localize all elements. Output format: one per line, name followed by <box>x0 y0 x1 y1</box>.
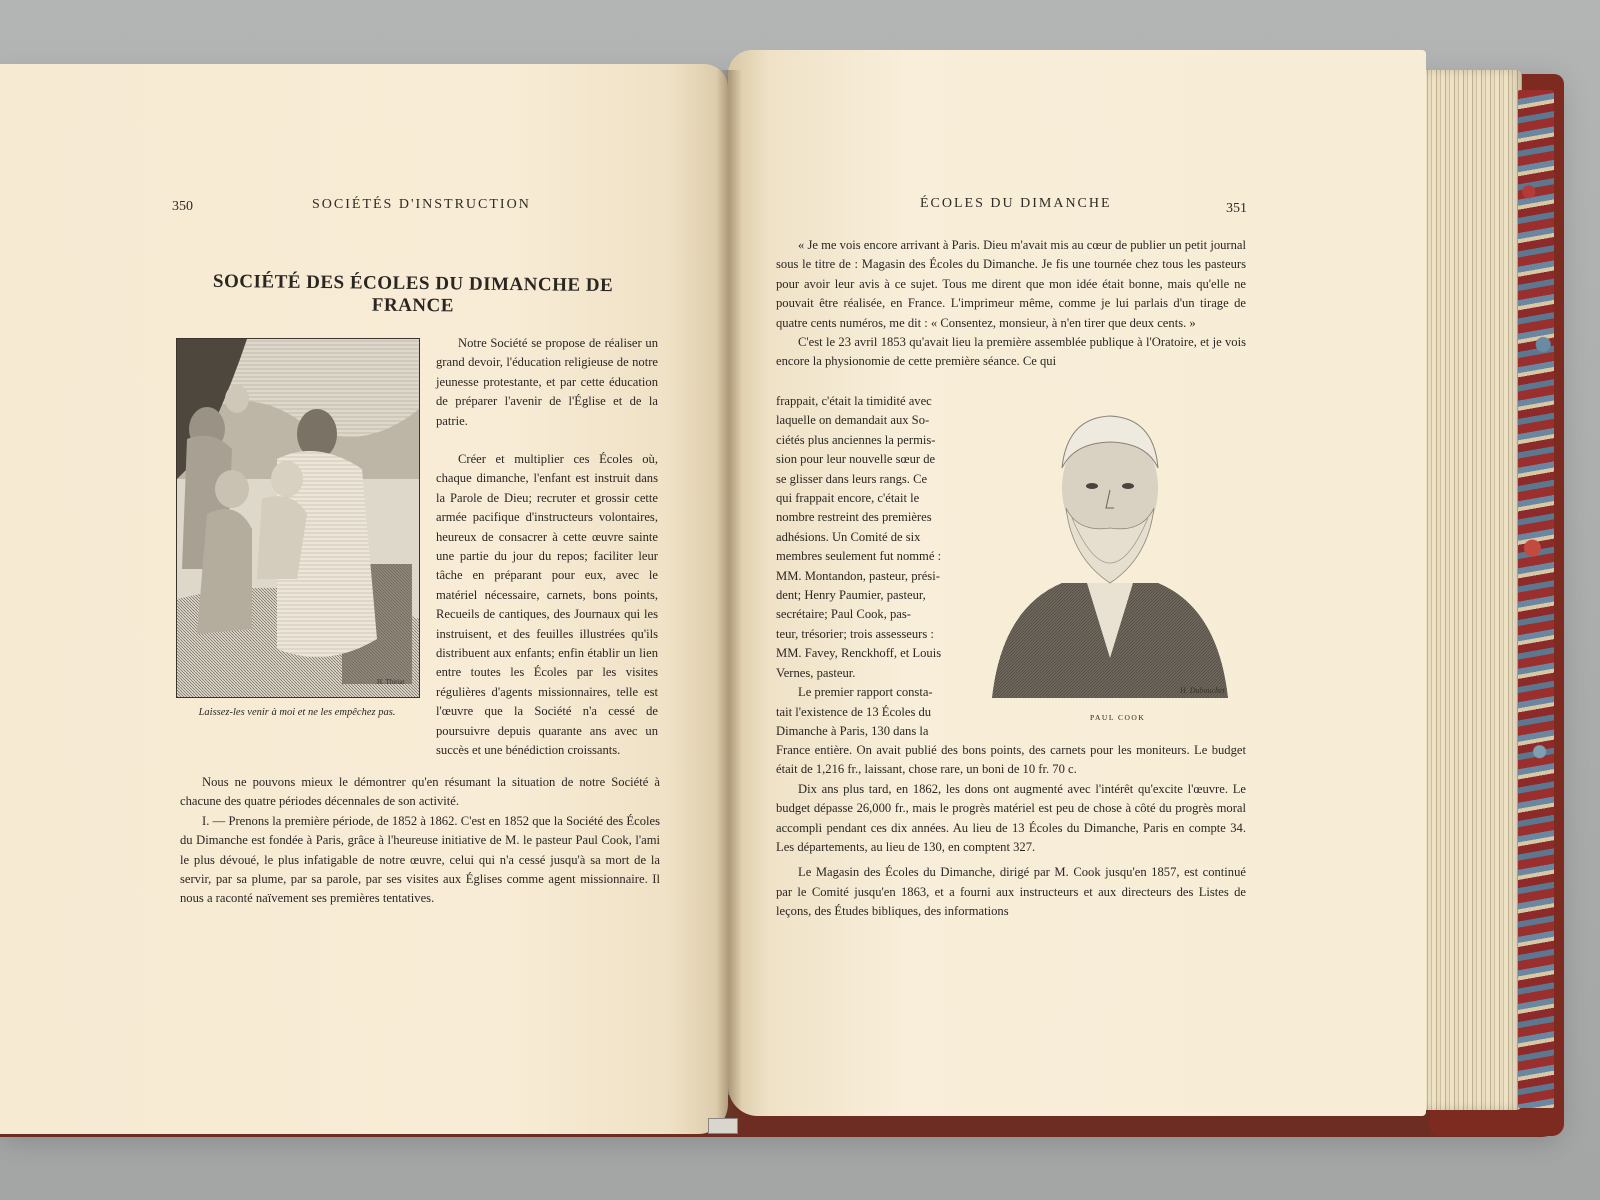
column-line: membres seulement fut nommé : <box>776 549 942 564</box>
paragraph-continuation <box>180 734 660 773</box>
paragraph: « Je me vois encore arrivant à Paris. Dieu m'avait mis au cœur de publier un petit journal sous le titre de : Magasin des Écoles du Dimanche. Je fis une tournée chez tous les pasteurs pour avoir leur avis à ce sujet. Tous me dirent que mon idée était bonne, mais qu'elle ne pouvait être réalisée, en France. L'imprimeur même, comme je lui parlais d'un tirage de quatre cents numéros, me dit : « Consentez, monsieur, à n'en tirer que deux cents. » <box>776 238 1246 330</box>
paragraph: Notre Société se propose de réaliser un grand devoir, l'éducation religieuse de notre jeunesse protestante, et par cette éducation de préparer l'avenir de l'Église et de la patrie. <box>436 336 658 428</box>
gutter-shadow <box>716 70 742 1120</box>
left-running-head: SOCIÉTÉS D'INSTRUCTION <box>312 197 531 212</box>
left-text-column-2 <box>436 450 658 758</box>
column-line: Vernes, pasteur. <box>776 665 856 680</box>
paragraph: I. — Prenons la première période, de 1852 à 1862. C'est en 1852 que la Société des Écoles du Dimanche est fondée à Paris, grâce à l'heureuse initiative de M. le pasteur Paul Cook, l'ami le plus dévoué, le plus infatigable de notre œuvre, celui qui n'a cessé jusqu'à sa mort de la servir, par sa plume, par sa parole, par ses visites aux Églises comme agent missionnaire. Il nous a raconté naïvement ses premières tentatives. <box>180 813 660 906</box>
column-line: ciétés plus anciennes la permis- <box>776 432 936 447</box>
illustration-caption: Laissez-les venir à moi et ne les empêchez pas. <box>198 707 396 718</box>
paragraph: France entière. On avait publié des bons points, des carnets pour les moniteurs. Le budget était de 1,216 fr., laissant, chose rare, un boni de 10 fr. 70 c. <box>776 743 1246 777</box>
jesus-children-engraving <box>176 338 420 698</box>
paragraph: Le Magasin des Écoles du Dimanche, dirigé par M. Cook jusqu'en 1857, est continué par le Comité jusqu'en 1863, et a fourni aux instructeurs et aux directeurs des Listes de leçons, des Études bibliques, des informations <box>776 865 1246 919</box>
right-running-head: ÉCOLES DU DIMANCHE <box>920 196 1112 211</box>
column-line: MM. Favey, Renckhoff, et Louis <box>776 646 942 661</box>
paragraph: Dix ans plus tard, en 1862, les dons ont augmenté avec l'intérêt qu'excite l'œuvre. Le budget dépasse 26,000 fr., mais le progrès matériel est peu de chose à côté du progrès moral accompli pendant ces dix années. Au lieu de 13 Écoles du Dimanche, Paris en compte 34. Les départements, au lieu de 130, en comptent 327. <box>776 781 1246 855</box>
column-line: adhésions. Un Comité de six <box>776 529 921 544</box>
right-narrow-column <box>776 392 968 741</box>
marbled-edge <box>1518 90 1554 1108</box>
portrait-image <box>982 408 1238 708</box>
ribbon-bookmark <box>708 1118 738 1134</box>
portrait-caption: PAUL COOK <box>1090 713 1146 722</box>
left-text-column <box>436 334 658 431</box>
column-line: teur, trésorier; trois assesseurs : <box>776 626 934 641</box>
paul-cook-portrait <box>982 408 1238 708</box>
engraving-signature: H. Thiriat <box>377 678 405 686</box>
column-line: laquelle on demandait aux So- <box>776 413 930 428</box>
left-text-body <box>180 734 660 909</box>
column-line: dent; Henry Paumier, pasteur, <box>776 588 926 603</box>
left-page-number: 350 <box>172 199 193 214</box>
column-line: qui frappait encore, c'était le <box>776 491 920 506</box>
column-line: nombre restreint des premières <box>776 510 932 525</box>
right-text-bottom <box>776 741 1246 922</box>
right-text-top <box>776 236 1246 372</box>
paragraph: Créer et multiplier ces Écoles où, chaque dimanche, l'enfant est instruit dans la Parole de Dieu; recruter et grossir cette armée pacifique d'instructeurs volontaires, heureux de consacrer à cette œuvre sainte une partie du jour du repos; faciliter leur tâche en préparant pour eux, avec le matériel nécessaire, carnets, bons points, Recueils de cantiques, des Journaux qui les instruisent, et des feuilles illustrées qu'ils distribuent aux enfants; enfin établir un lien entre toutes les Écoles par les visites régulières d'agents missionnaires, telle est l'œuvre que la Société n'a cessé de poursuivre depuis quarante ans avec un succès et une bénédiction croissants. <box>436 452 658 758</box>
right-page-number: 351 <box>1226 201 1247 216</box>
column-line: MM. Montandon, pasteur, prési- <box>776 568 940 583</box>
column-line: secrétaire; Paul Cook, pas- <box>776 607 911 622</box>
paragraph: Nous ne pouvons mieux le démontrer qu'en résumant la situation de notre Société à chacune des quatre périodes décennales de son activité. <box>180 775 660 809</box>
column-line: se glisser dans leurs rangs. Ce <box>776 471 928 486</box>
column-line: sion pour leur nouvelle sœur de <box>776 452 936 467</box>
paragraph: C'est le 23 avril 1853 qu'avait lieu la première assemblée publique à l'Oratoire, et je vois encore la physionomie de cette première séance. Ce qui <box>776 335 1246 369</box>
portrait-signature: H. Dubouchet <box>1180 686 1225 695</box>
column-line: Le premier rapport consta- <box>798 685 933 700</box>
column-line: Dimanche à Paris, 130 dans la <box>776 723 929 738</box>
chapter-title: SOCIÉTÉ DES ÉCOLES DU DIMANCHE DE FRANCE <box>212 270 614 317</box>
column-line: frappait, c'était la timidité avec <box>776 394 932 408</box>
page-stack <box>1410 70 1522 1110</box>
engraving-image <box>177 339 419 697</box>
column-line: tait l'existence de 13 Écoles du <box>776 704 932 719</box>
